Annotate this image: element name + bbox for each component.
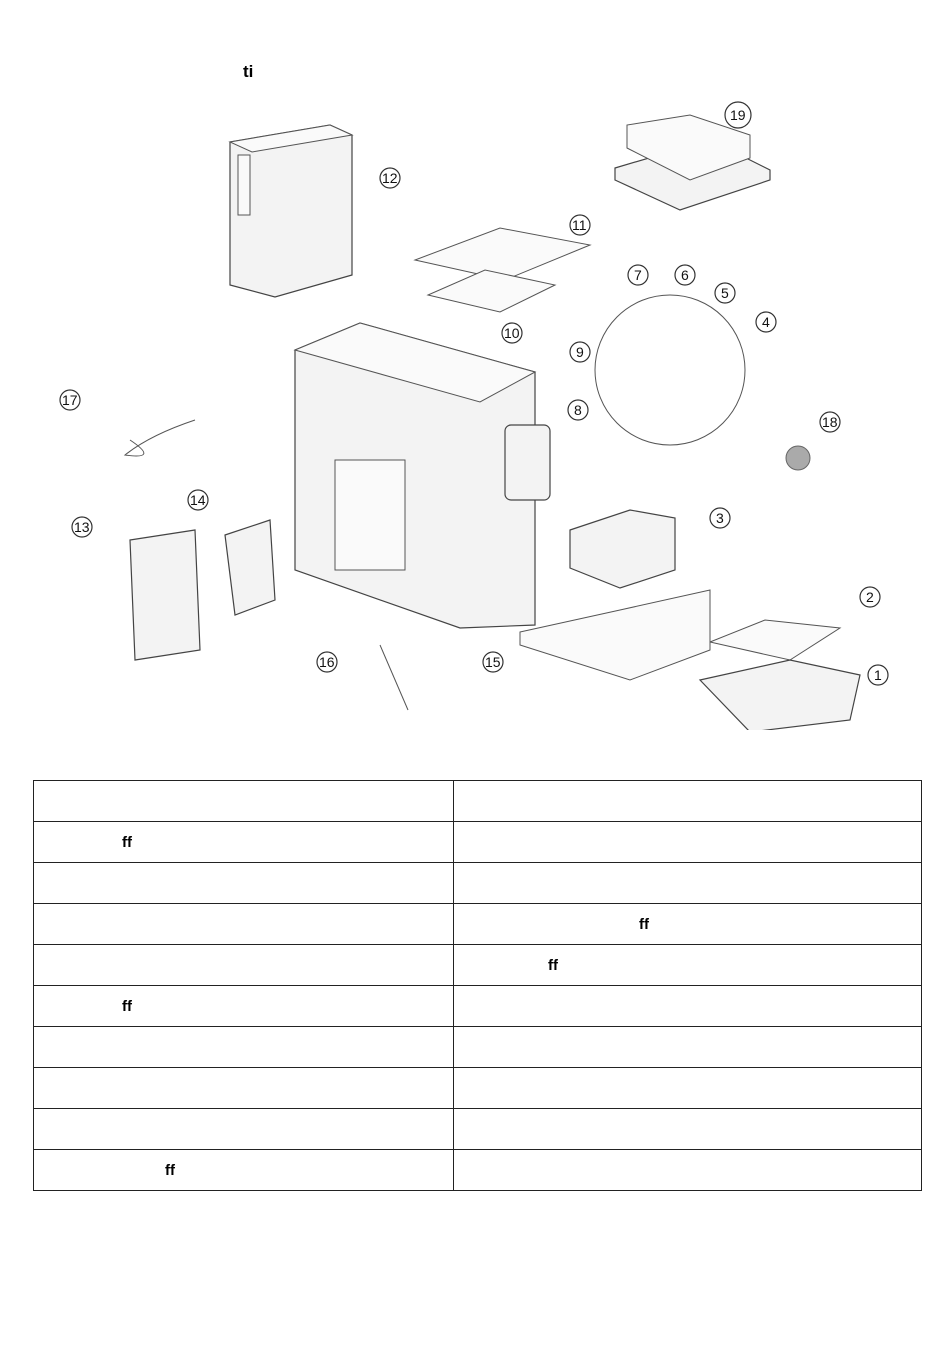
exploded-diagram-svg — [30, 80, 930, 730]
table-row — [34, 1109, 922, 1150]
svg-text:19: 19 — [730, 107, 746, 123]
table-cell — [454, 781, 922, 822]
table-cell — [34, 863, 454, 904]
callout-9 — [570, 342, 590, 362]
table-cell — [34, 1027, 454, 1068]
table-cell — [454, 1027, 922, 1068]
table-cell — [454, 986, 922, 1027]
table-cell — [34, 1109, 454, 1150]
table-cell: ff — [34, 822, 454, 863]
table-row — [34, 1027, 922, 1068]
svg-text:12: 12 — [382, 170, 398, 186]
brew-unit — [225, 520, 275, 615]
page-heading-fragment: ti — [243, 62, 254, 81]
grounds-container — [570, 510, 675, 588]
callout-12 — [380, 168, 400, 188]
callout-14 — [188, 490, 208, 510]
svg-text:18: 18 — [822, 414, 838, 430]
side-cover — [130, 530, 200, 660]
cleaning-brush — [380, 645, 408, 710]
table-cell — [454, 1109, 922, 1150]
water-tank — [230, 125, 352, 297]
callout-4 — [756, 312, 776, 332]
drip-grid — [710, 620, 840, 660]
parts-table — [33, 780, 922, 1191]
callout-2 — [860, 587, 880, 607]
callout-16 — [317, 652, 337, 672]
exploded-diagram — [30, 80, 930, 730]
table-row — [34, 781, 922, 822]
table-cell: ff — [34, 986, 454, 1027]
svg-text:2: 2 — [866, 589, 874, 605]
tray-frame — [520, 590, 710, 680]
accessory-box — [615, 115, 770, 210]
table-cell — [454, 1150, 922, 1191]
callout-1 — [868, 665, 888, 685]
callout-13 — [72, 517, 92, 537]
callout-18 — [820, 412, 840, 432]
callout-5 — [715, 283, 735, 303]
table-row — [34, 945, 922, 986]
table-cell — [454, 822, 922, 863]
drip-tray — [700, 660, 860, 730]
filter-disc — [786, 446, 810, 470]
callout-17 — [60, 390, 80, 410]
power-cable — [125, 420, 195, 456]
callout-8 — [568, 400, 588, 420]
table-cell — [34, 945, 454, 986]
table-row — [34, 1150, 922, 1191]
table-cell — [34, 1068, 454, 1109]
table-cell — [454, 863, 922, 904]
detail-magnifier — [595, 295, 745, 445]
callout-15 — [483, 652, 503, 672]
table-row — [34, 863, 922, 904]
callout-7 — [628, 265, 648, 285]
svg-text:10: 10 — [504, 325, 520, 341]
svg-text:9: 9 — [576, 344, 584, 360]
svg-text:17: 17 — [62, 392, 78, 408]
table-row — [34, 986, 922, 1027]
svg-text:6: 6 — [681, 267, 689, 283]
table-row — [34, 822, 922, 863]
svg-text:16: 16 — [319, 654, 335, 670]
svg-text:3: 3 — [716, 510, 724, 526]
table-cell — [34, 904, 454, 945]
svg-text:11: 11 — [572, 217, 587, 233]
callout-6 — [675, 265, 695, 285]
table-cell: ff — [454, 904, 922, 945]
svg-text:5: 5 — [721, 285, 729, 301]
callout-10 — [502, 323, 522, 343]
table-row — [34, 904, 922, 945]
callout-11 — [570, 215, 590, 235]
svg-text:4: 4 — [762, 314, 770, 330]
svg-text:14: 14 — [190, 492, 206, 508]
machine-body — [295, 323, 550, 628]
svg-text:7: 7 — [634, 267, 642, 283]
callout-3 — [710, 508, 730, 528]
svg-text:1: 1 — [874, 667, 882, 683]
svg-text:15: 15 — [485, 654, 501, 670]
svg-text:13: 13 — [74, 519, 90, 535]
table-cell: ff — [34, 1150, 454, 1191]
svg-text:8: 8 — [574, 402, 582, 418]
table-cell — [454, 1068, 922, 1109]
table-cell — [34, 781, 454, 822]
callout-19 — [725, 102, 751, 128]
table-cell: ff — [454, 945, 922, 986]
top-lid — [415, 228, 590, 312]
table-row — [34, 1068, 922, 1109]
